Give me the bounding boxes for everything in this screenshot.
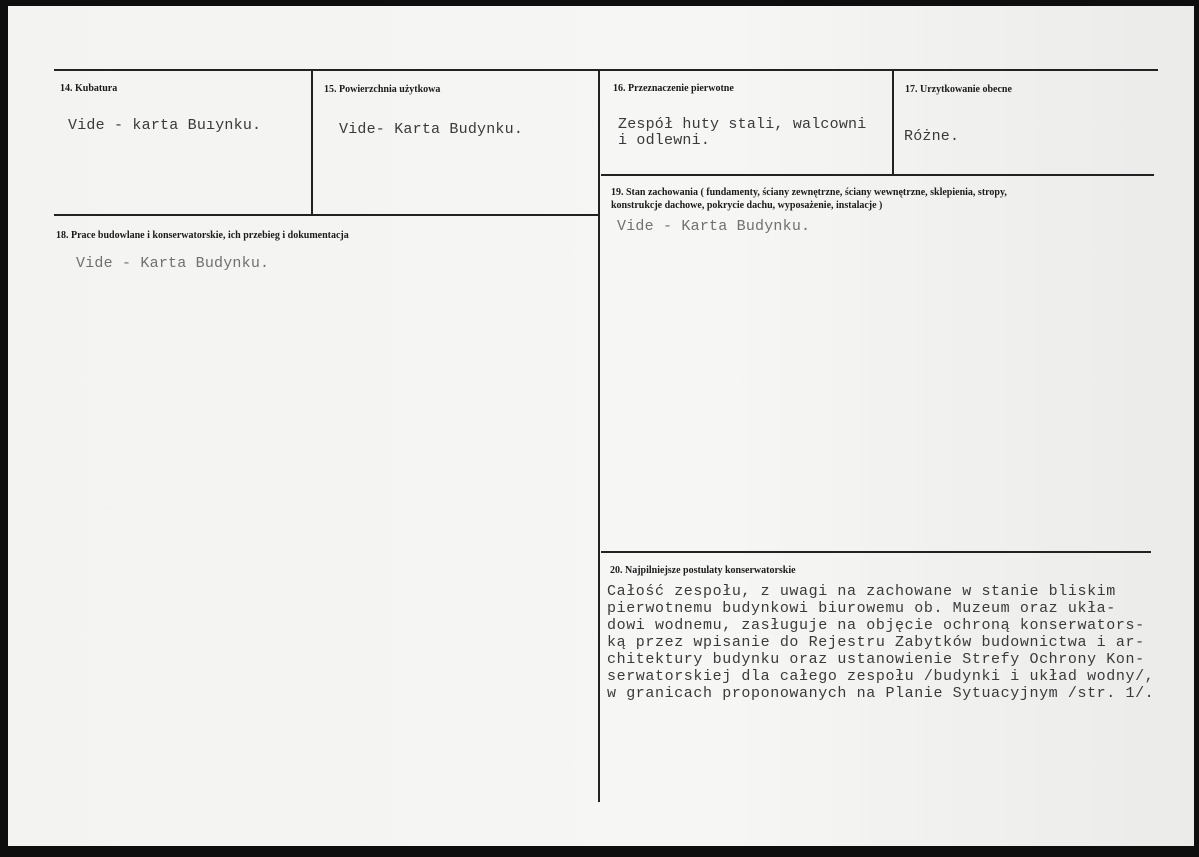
- field-16-value-line-1: Zespół huty stali, walcowni: [618, 116, 867, 133]
- field-20-text: [607, 583, 1154, 702]
- field-18-label: 18. Prace budowlane i konserwatorskie, ich przebieg i dokumentacja: [56, 230, 349, 241]
- rule-above-20: [601, 551, 1151, 553]
- main-divider: [598, 70, 600, 802]
- field-19-value: Vide - Karta Budynku.: [617, 218, 811, 235]
- field-14-value: Vide - karta Buıynku.: [68, 117, 262, 134]
- field-20-line: Całość zespołu, z uwagi na zachowane w stanie bliskim: [607, 583, 1116, 600]
- field-20-label: 20. Najpilniejsze postulaty konserwatorskie: [610, 565, 796, 576]
- field-17-value: Różne.: [904, 128, 960, 145]
- field-20-line: serwatorskiej dla całego zespołu /budynki i układ wodny/,: [607, 668, 1155, 685]
- rule-above-18: [54, 214, 598, 216]
- field-20-line: dowi wodnemu, zasługuje na objęcie ochroną konserwators-: [607, 617, 1145, 634]
- field-16-value-line-2: i odlewni.: [618, 132, 711, 149]
- top-rule: [54, 69, 1158, 71]
- field-15-value: Vide- Karta Budynku.: [339, 121, 524, 138]
- field-16-label: 16. Przeznaczenie pierwotne: [613, 83, 734, 94]
- field-20-line: pierwotnemu budynkowi biurowemu ob. Muzeum oraz ukła-: [607, 600, 1116, 617]
- field-20-line: w granicach proponowanych na Planie Sytuacyjnym /str. 1/.: [607, 685, 1155, 702]
- field-19-label-line-1: 19. Stan zachowania ( fundamenty, ściany zewnętrzne, ściany wewnętrzne, sklepienia, stropy,: [611, 187, 1007, 198]
- field-15-label: 15. Powierzchnia użytkowa: [324, 84, 441, 95]
- field-17-label: 17. Urzytkowanie obecne: [905, 84, 1012, 95]
- divider-16-17: [892, 70, 894, 175]
- field-20-line: chitektury budynku oraz ustanowienie Strefy Ochrony Kon-: [607, 651, 1145, 668]
- rule-above-19: [601, 174, 1154, 176]
- field-14-label: 14. Kubatura: [60, 83, 118, 94]
- field-18-value: Vide - Karta Budynku.: [76, 255, 270, 272]
- divider-14-15: [311, 70, 313, 216]
- form-sheet: [8, 6, 1194, 846]
- field-19-label-line-2: konstrukcje dachowe, pokrycie dachu, wyposażenie, instalacje ): [611, 200, 883, 211]
- field-20-line: ką przez wpisanie do Rejestru Zabytków budownictwa i ar-: [607, 634, 1145, 651]
